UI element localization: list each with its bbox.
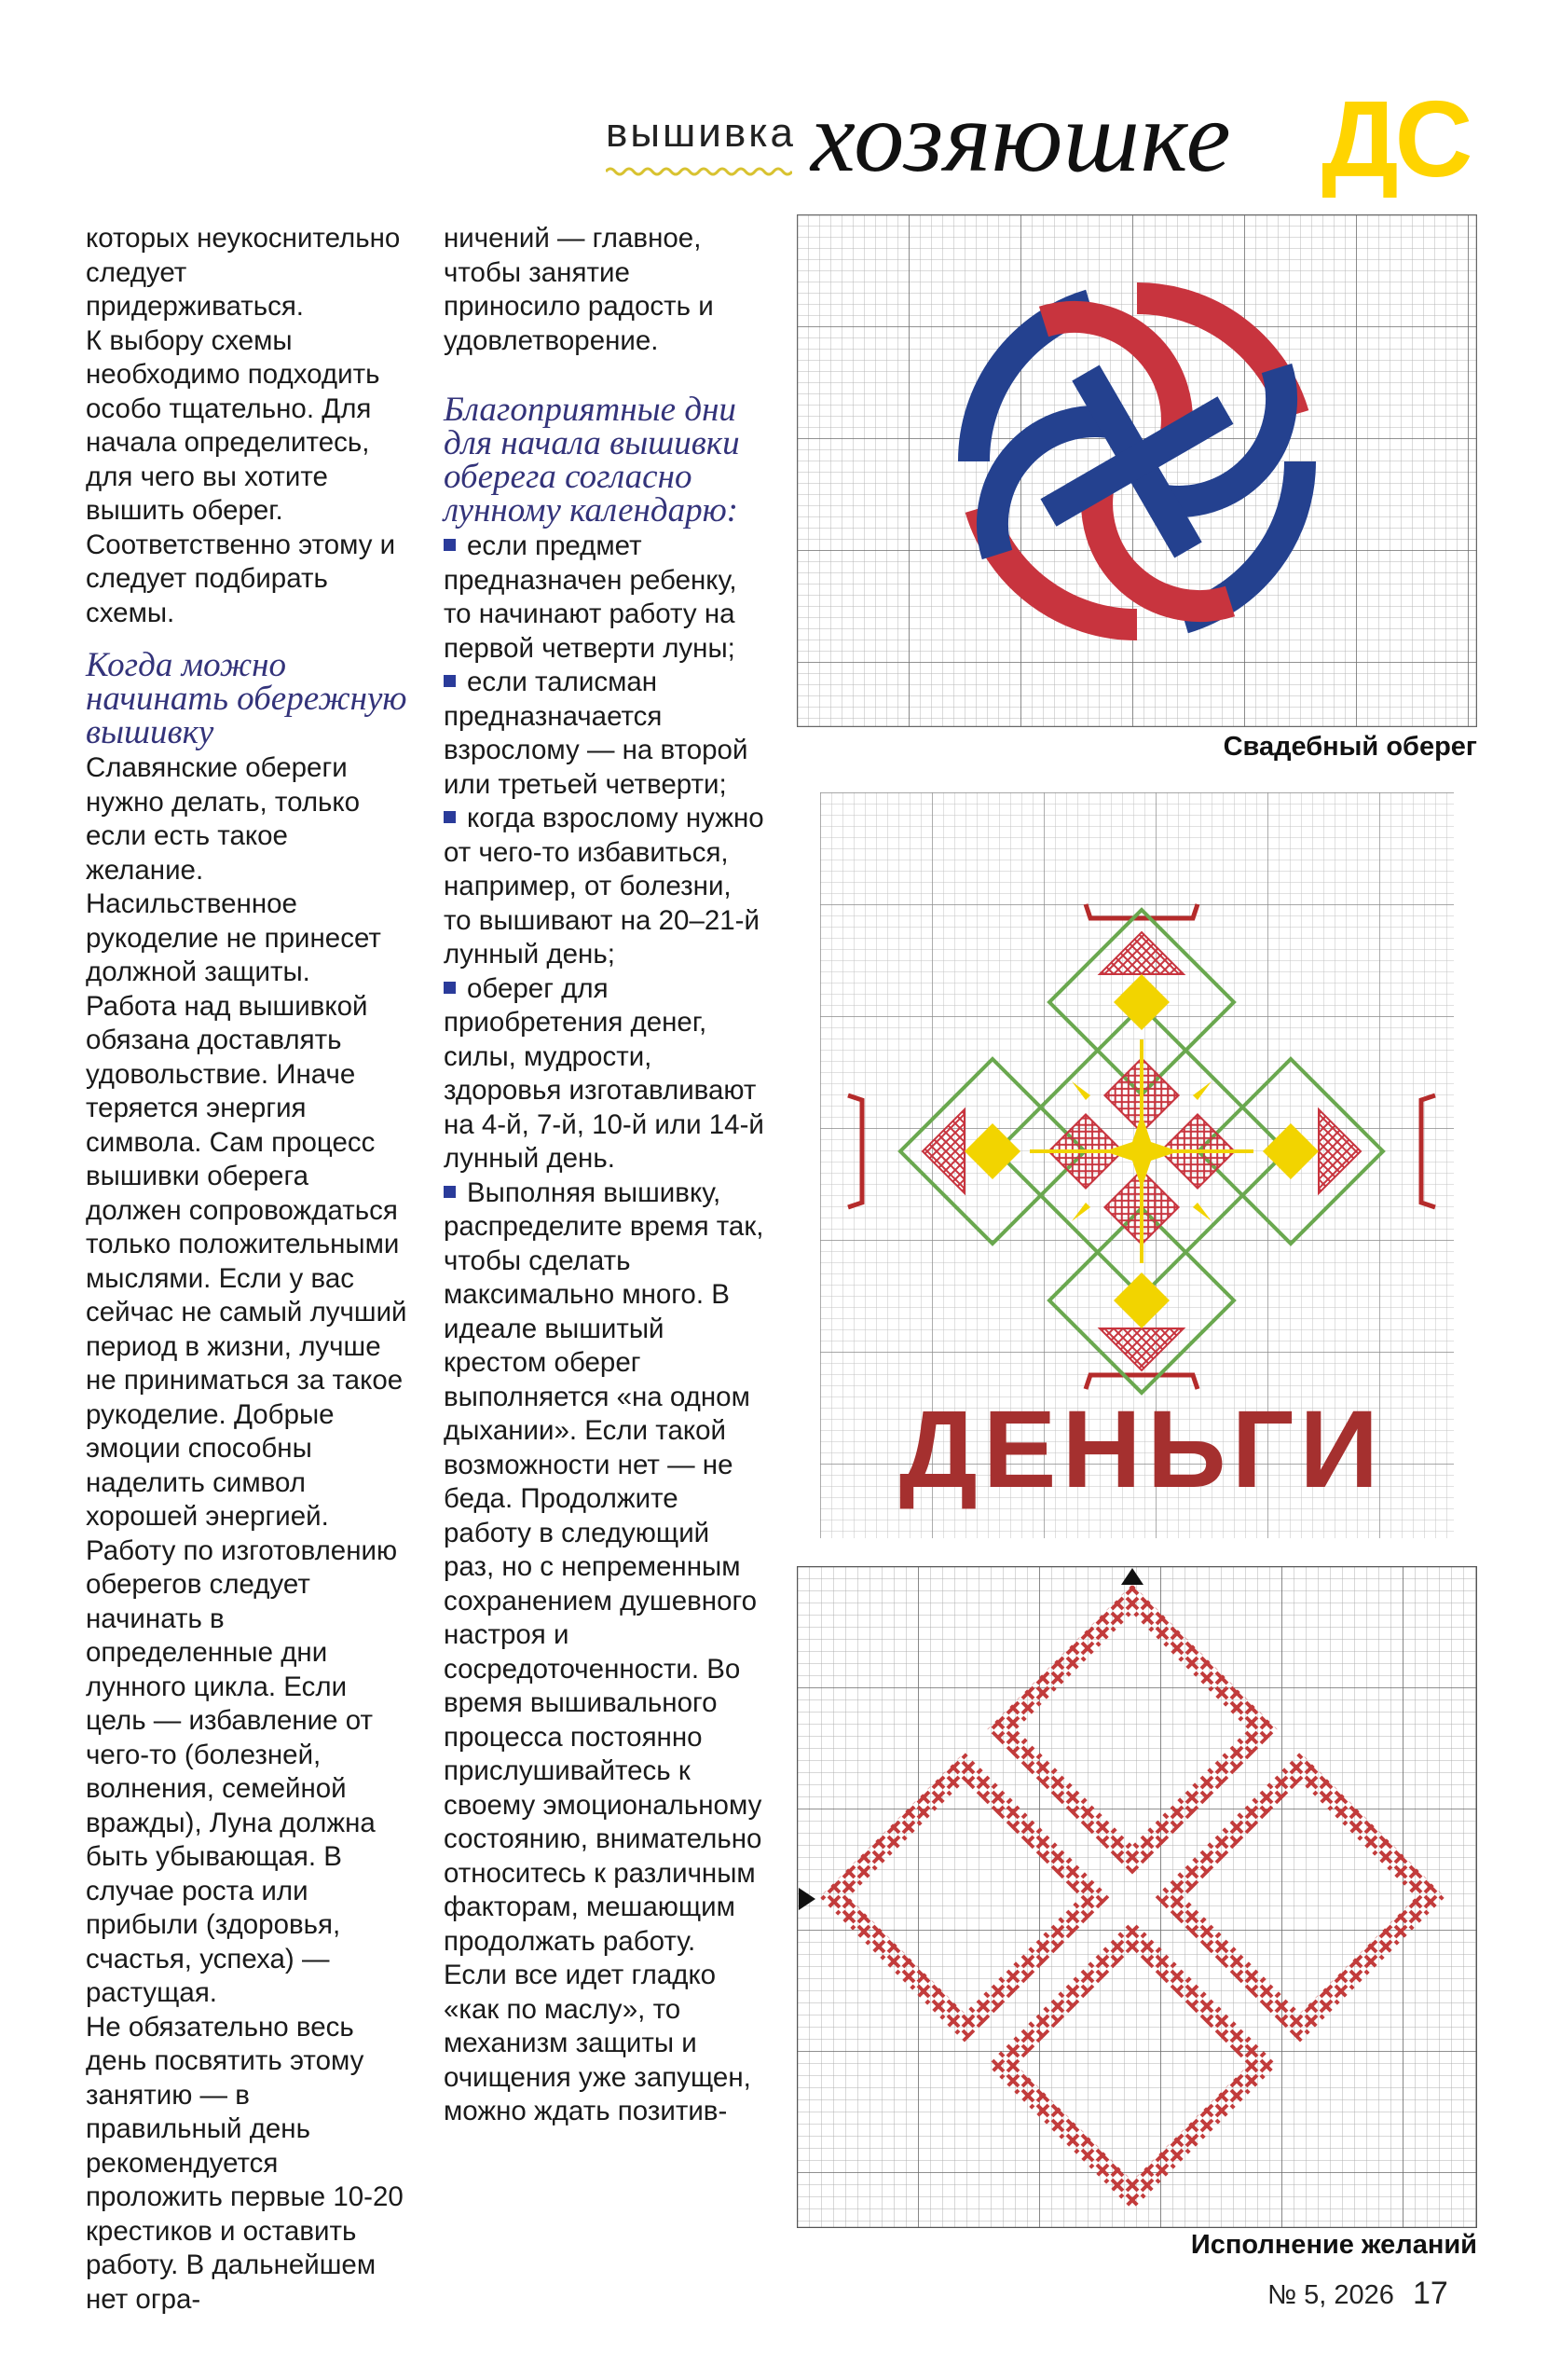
- bullet-square-icon: [444, 811, 456, 823]
- money-word: ДЕНЬГИ: [898, 1388, 1385, 1511]
- section-label: вышивка: [606, 110, 796, 156]
- bullet-square-icon: [444, 539, 456, 551]
- page-footer: [1267, 2276, 1448, 2312]
- wishes-amulet-caption: Исполнение желаний: [1190, 2230, 1477, 2260]
- paragraph: К выбору схемы необходимо подходить особо тщательно. Для начала определитесь, для чего вы хотите вышить оберег. Соответственно этому и следует подбирать схемы.: [86, 324, 396, 628]
- page-header: [596, 73, 1528, 199]
- bullet-item: [444, 530, 765, 666]
- bullet-square-icon: [444, 982, 456, 994]
- money-amulet-pattern: [820, 792, 1454, 1538]
- page-number: 17: [1412, 2276, 1448, 2311]
- bullet-square-icon: [444, 675, 456, 687]
- paragraph: Не обязательно весь день посвятить этому занятию — в правильный день рекомендуется проложить первые 10-20 крестиков и оставить работу. В дальнейшем нет огра-: [86, 2011, 404, 2315]
- bullet-text: если предмет предназначен ребенку, то начинают работу на первой четверти луны;: [444, 530, 737, 664]
- magazine-section-title: хозяюшке: [811, 82, 1232, 193]
- wishes-amulet-pattern: [797, 1566, 1477, 2228]
- bullet-text: Выполняя вышивку, распределите время так, чтобы сделать максимально много. В идеале вышитый крестом оберег выполняется «на одном дыхании». Если такой возможности нет — не беда. Продолжите работу в следующий раз, но с непременным сохранением душевного настроя и сосредоточенности. Во время вышивального процесса постоянно прислушивайтесь к своему эмоциональному состоянию, внимательно относитесь к различным факторам, мешающим продолжать работу. Если все идет гладко «как по маслу», то механизм защиты и очищения уже запущен, можно ждать позитив-: [444, 1176, 764, 2126]
- section-heading: Когда можно начинать обережную вышивку: [86, 646, 407, 751]
- paragraph: которых неукоснительно следует придерживаться.: [86, 223, 401, 322]
- wedding-amulet-pattern: [797, 214, 1477, 727]
- paragraph: Славянские обереги нужно делать, только если есть такое желание. Насильственное рукоделие не принесет должной защиты. Работа над вышивкой обязана доставлять удовольствие. Иначе теряется энергия символа. Сам процесс вышивки оберега должен сопровождаться только положительными мыслями. Если у вас сейчас не самый лучший период в жизни, лучше не приниматься за такое рукоделие. Добрые эмоции способны наделить символ хорошей энергией.: [86, 752, 407, 1532]
- bullet-item: [444, 972, 765, 1176]
- magazine-logo: ДС: [1321, 78, 1470, 199]
- paragraph: Работу по изготовлению оберегов следует начинать в определенные дни лунного цикла. Если цель — избавление от чего-то (болезней, волнения, семейной вражды), Луна должна быть убывающая. В случае роста или прибыли (здоровья, счастья, успеха) — растущая.: [86, 1534, 398, 2008]
- bullet-text: если талисман предназначается взрослому — на второй или третьей четверти;: [444, 667, 748, 800]
- text-column-left: [86, 222, 407, 2317]
- bullet-item: [444, 1176, 765, 2129]
- bullet-item: [444, 666, 765, 802]
- bullet-item: [444, 802, 765, 972]
- paragraph: ничений — главное, чтобы занятие приносило радость и удовлетворение.: [444, 223, 714, 356]
- wedding-amulet-caption: Свадебный оберег: [1223, 732, 1477, 762]
- bullet-square-icon: [444, 1186, 456, 1198]
- section-heading: Благоприятные дни для начала вышивки оберега согласно лунному календарю:: [444, 391, 740, 530]
- bullet-text: оберег для приобретения денег, силы, мудрости, здоровья изготавливают на 4-й, 7-й, 10-й или 14-й лунный день.: [444, 972, 764, 1174]
- wave-ornament: [606, 166, 792, 177]
- issue-number: № 5, 2026: [1267, 2280, 1394, 2310]
- bullet-text: когда взрослому нужно от чего-то избавиться, например, от болезни, то вышивают на 20–21-й лунный день;: [444, 803, 764, 970]
- text-column-middle: [444, 222, 765, 2129]
